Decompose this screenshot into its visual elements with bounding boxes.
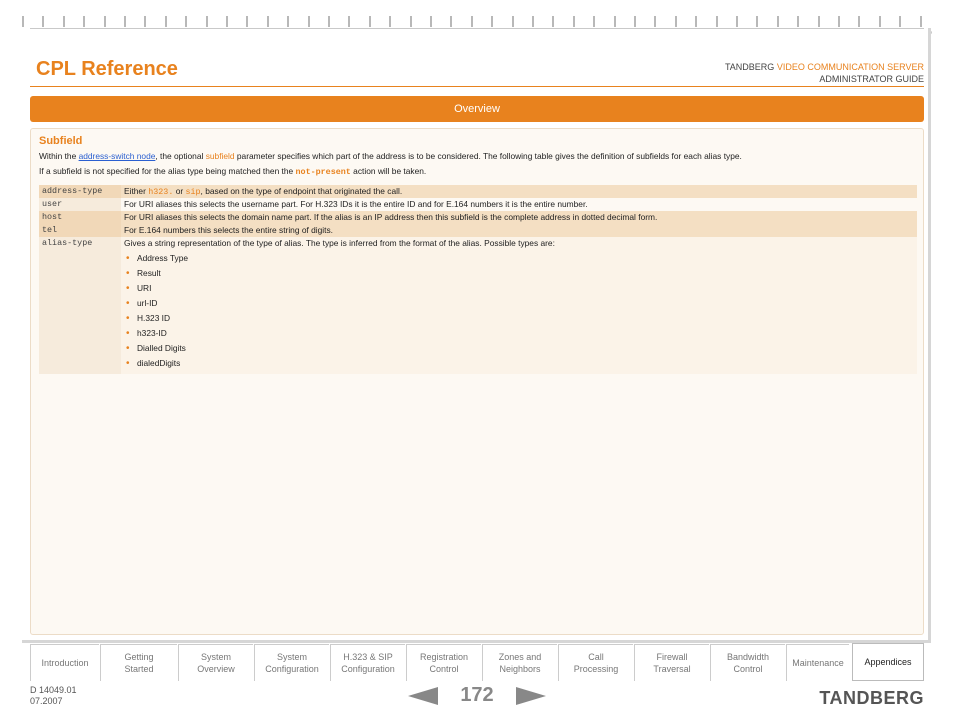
row-key: alias-type [39, 237, 121, 374]
binder-ring [348, 16, 350, 27]
section-nav [30, 643, 924, 681]
section-heading: Subfield [39, 135, 83, 147]
doc-date: 07.2007 [30, 696, 63, 706]
doc-number: D 14049.01 [30, 685, 77, 695]
binder-ring [63, 16, 65, 27]
binder-ring [716, 16, 718, 27]
bullet-icon: • [126, 253, 130, 264]
binder-ring [777, 16, 779, 27]
binder-ring [246, 16, 248, 27]
tab-label: Getting [124, 652, 154, 662]
table-row [39, 224, 917, 237]
list-item [124, 311, 914, 326]
row-value: For URI aliases this selects the domain name part. If the alias is an IP address then this subfield is the complete address in dotted decimal form. [121, 211, 917, 224]
tab-label: Appendices [864, 657, 912, 667]
r1-text-a: Either [124, 186, 146, 196]
p2-text-b: action will be taken. [353, 166, 427, 176]
row-value: For E.164 numbers this selects the entire string of digits. [121, 224, 917, 237]
table-row [39, 198, 917, 211]
alias-type-list [124, 251, 914, 371]
tab-maintenance[interactable] [786, 644, 849, 681]
binder-ring [410, 16, 412, 27]
tab-label: Zones and [498, 652, 542, 662]
binder-ring [552, 16, 554, 27]
binder-ring [308, 16, 310, 27]
row-key: tel [39, 224, 121, 237]
bullet-icon: • [126, 268, 130, 279]
tab-system-configuration[interactable] [254, 644, 329, 681]
tab-label-2: Configuration [265, 664, 319, 674]
row-key: host [39, 211, 121, 224]
bullet-icon: • [126, 283, 130, 294]
binder-ring [287, 16, 289, 27]
bullet-icon: • [126, 343, 130, 354]
binder-ring [471, 16, 473, 27]
binder-ring [328, 16, 330, 27]
binder-ring [124, 16, 126, 27]
tab-appendices[interactable] [852, 643, 924, 681]
page-number: 172 [460, 684, 494, 706]
r1-or: or [175, 186, 184, 196]
binder-ring [920, 16, 922, 27]
section-banner: Overview [30, 96, 924, 122]
bullet-icon: • [126, 298, 130, 309]
list-item [124, 341, 914, 356]
binder-ring [22, 16, 24, 27]
binder-ring [634, 16, 636, 27]
tab-introduction[interactable] [30, 644, 99, 681]
tab-label-2: Processing [573, 664, 619, 674]
tab-getting-started[interactable] [100, 644, 177, 681]
list-item-label: url-ID [137, 298, 158, 308]
not-present-keyword: not-present [295, 167, 351, 177]
list-item-label: Address Type [137, 253, 189, 263]
document-id [30, 685, 77, 707]
list-item-label: dialedDigits [137, 358, 181, 368]
tab-label: H.323 & SIP [343, 652, 393, 662]
binder-ring [797, 16, 799, 27]
binder-ring [512, 16, 514, 27]
table-row [39, 211, 917, 224]
binder-ring [42, 16, 44, 27]
binder-ring [838, 16, 840, 27]
binder-ring [879, 16, 881, 27]
tab-firewall-traversal[interactable] [634, 644, 709, 681]
list-item [124, 251, 914, 266]
binder-ring [491, 16, 493, 27]
row-key: user [39, 198, 121, 211]
tab-label: Firewall [656, 652, 688, 662]
binder-ring [389, 16, 391, 27]
top-rule [30, 28, 924, 29]
table-row [39, 237, 917, 374]
tab-label: Maintenance [792, 658, 844, 668]
binder-ring [450, 16, 452, 27]
guide-name: ADMINISTRATOR GUIDE [819, 74, 924, 84]
binder-ring [593, 16, 595, 27]
binder-ring [165, 16, 167, 27]
binder-ring [858, 16, 860, 27]
binder-ring [532, 16, 534, 27]
tab-bandwidth-control[interactable] [710, 644, 785, 681]
sip-code: sip [185, 187, 201, 197]
brand-product: VIDEO COMMUNICATION SERVER [776, 62, 924, 72]
list-item-label: Result [137, 268, 161, 278]
tab-call-processing[interactable] [558, 644, 633, 681]
r1-text-b: , based on the type of endpoint that originated the call. [200, 186, 403, 196]
note-paragraph [39, 166, 426, 177]
page-navigator [404, 684, 550, 710]
tab-h323-sip-configuration[interactable] [330, 644, 405, 681]
binder-ring [654, 16, 656, 27]
binder-ring [430, 16, 432, 27]
tab-label-2: Configuration [341, 664, 395, 674]
tab-system-overview[interactable] [178, 644, 253, 681]
tab-label-2: Traversal [653, 664, 691, 674]
binder-ring [756, 16, 758, 27]
h323-code: h323. [148, 187, 174, 197]
binder-ring [144, 16, 146, 27]
list-item-label: h323-ID [137, 328, 167, 338]
table-row [39, 185, 917, 198]
content-panel [30, 128, 924, 635]
subfield-keyword: subfield [205, 151, 235, 161]
tab-label: Introduction [41, 658, 89, 668]
p2-text-a: If a subfield is not specified for the alias type being matched then the [39, 166, 294, 176]
list-item-label: URI [137, 283, 152, 293]
bullet-icon: • [126, 358, 130, 369]
bullet-icon: • [126, 313, 130, 324]
list-item [124, 296, 914, 311]
binder-ring [675, 16, 677, 27]
tab-zones-and-neighbors[interactable] [482, 644, 557, 681]
list-item-label: Dialled Digits [137, 343, 186, 353]
p1-text-c: parameter specifies which part of the address is to be considered. The following table gives the definition of subfields for each alias type. [236, 151, 742, 161]
bullet-icon: • [126, 328, 130, 339]
list-item [124, 266, 914, 281]
binder-ring [226, 16, 228, 27]
list-item-label: H.323 ID [137, 313, 171, 323]
binder-ring [206, 16, 208, 27]
address-switch-link[interactable]: address-switch node [78, 151, 156, 161]
tab-label: Registration [419, 652, 469, 662]
tab-label-2: Overview [197, 664, 235, 674]
tab-label-2: Neighbors [499, 664, 541, 674]
page-title: CPL Reference [36, 58, 178, 80]
intro-paragraph [39, 151, 742, 161]
binder-ring [695, 16, 697, 27]
list-item [124, 326, 914, 341]
tab-label: Bandwidth [726, 652, 770, 662]
brand-block [725, 61, 924, 85]
binder-ring [83, 16, 85, 27]
next-page-arrow-icon[interactable] [516, 687, 546, 705]
row-key: address-type [39, 185, 121, 198]
binder-ring [369, 16, 371, 27]
title-rule [30, 86, 924, 87]
tab-label-2: Started [124, 664, 154, 674]
row-value [121, 237, 917, 374]
row-value: For URI aliases this selects the username part. For H.323 IDs it is the entire ID and for E.164 numbers it is the entire number. [124, 199, 588, 209]
tab-label: Call [588, 652, 604, 662]
binder-ring [267, 16, 269, 27]
tab-label-2: Control [429, 664, 459, 674]
list-item [124, 281, 914, 296]
p1-text-b: , the optional [155, 151, 204, 161]
alias-type-desc: Gives a string representation of the type of alias. The type is inferred from the format of the alias. Possible types are: [124, 238, 555, 248]
tandberg-logo: TANDBERG [819, 688, 924, 708]
tab-label: System [276, 652, 307, 662]
tab-registration-control[interactable] [406, 644, 481, 681]
p1-text-a: Within the [39, 151, 77, 161]
binder-ring [899, 16, 901, 27]
subfield-table [39, 185, 917, 374]
brand-prefix: TANDBERG [724, 62, 775, 72]
row-value [121, 185, 917, 198]
tab-label-2: Control [733, 664, 763, 674]
binder-ring [614, 16, 616, 27]
binder-ring [818, 16, 820, 27]
binder-ring [736, 16, 738, 27]
binder-ring [104, 16, 106, 27]
list-item [124, 356, 914, 371]
binder-ring [185, 16, 187, 27]
tab-label: System [200, 652, 231, 662]
binder-ring [573, 16, 575, 27]
